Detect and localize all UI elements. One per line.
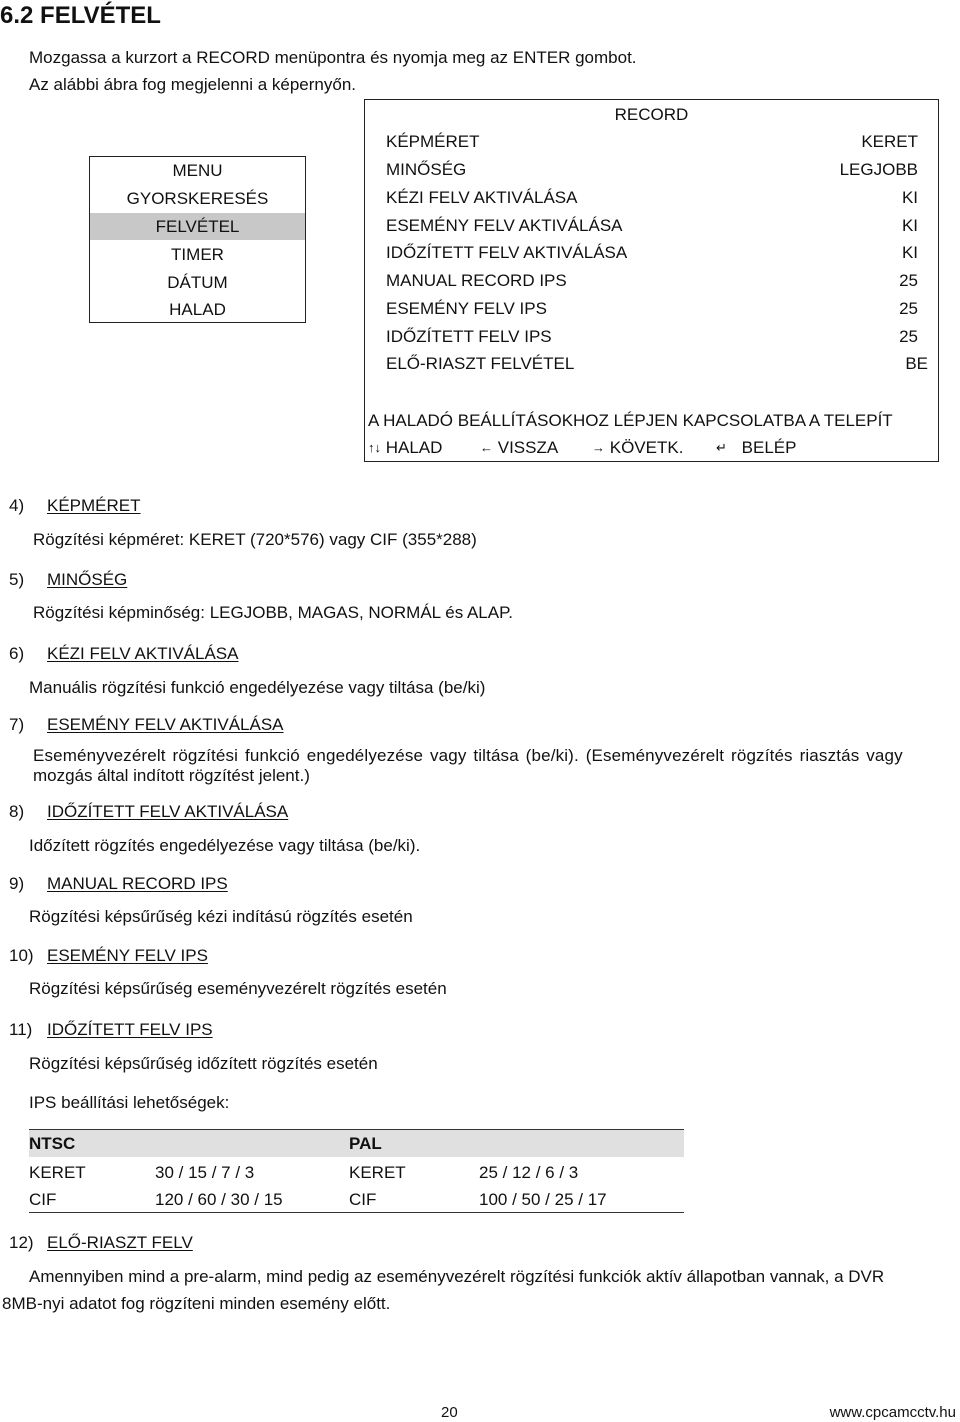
- record-row-value: KERET: [861, 132, 918, 151]
- menu-title: MENU: [172, 161, 223, 180]
- record-row-label: MANUAL RECORD IPS: [386, 271, 567, 290]
- nav-belep[interactable]: [716, 437, 796, 459]
- item-description: Időzített rögzítés engedélyezése vagy tiltása (be/ki).: [29, 836, 421, 855]
- ips-caption: IPS beállítási lehetőségek:: [29, 1093, 230, 1112]
- item-heading: MANUAL RECORD IPS: [47, 874, 228, 893]
- item-description-cont: 8MB-nyi adatot fog rögzíteni minden esemény előtt.: [2, 1294, 391, 1313]
- item-number: 5): [9, 570, 25, 589]
- item-description: Amennyiben mind a pre-alarm, mind pedig az eseményvezérelt rögzítési funkciók aktív állapotban vannak, a DVR: [29, 1267, 885, 1286]
- ips-cell: 30 / 15 / 7 / 3: [155, 1163, 255, 1182]
- record-row-idozitett-felv[interactable]: [386, 241, 918, 265]
- item-description: Rögzítési képsűrűség kézi indítású rögzítés esetén: [29, 907, 413, 926]
- item-heading: KÉZI FELV AKTIVÁLÁSA: [47, 644, 239, 663]
- item-description: Rögzítési képméret: KERET (720*576) vagy CIF (355*288): [33, 530, 477, 549]
- item-description: Rögzítési képsűrűség eseményvezérelt rögzítés esetén: [29, 979, 447, 998]
- record-note: A HALADÓ BEÁLLÍTÁSOKHOZ LÉPJEN KAPCSOLATBA A TELEPÍT: [368, 411, 893, 430]
- item-description: Eseményvezérelt rögzítési funkció engedélyezése vagy tiltása (be/ki). (Eseményvezérelt rögzítés riasztás vagy: [33, 746, 903, 765]
- record-row-kezi-felv[interactable]: [386, 186, 918, 210]
- item-number: 4): [9, 496, 25, 515]
- item-number: 10): [9, 946, 34, 965]
- nav-belep-label: BELÉP: [741, 438, 797, 457]
- menu-item-timer[interactable]: TIMER: [171, 245, 224, 264]
- menu-item-felvetel[interactable]: FELVÉTEL: [90, 213, 305, 240]
- nav-halad-label: HALAD: [385, 438, 443, 457]
- nav-kovetk[interactable]: [592, 437, 683, 459]
- menu-item-halad[interactable]: HALAD: [169, 300, 226, 319]
- item-description: Manuális rögzítési funkció engedélyezése vagy tiltása (be/ki): [29, 678, 486, 697]
- menu-panel: [89, 156, 306, 323]
- ips-header-pal: PAL: [349, 1134, 382, 1153]
- ips-cell: CIF: [29, 1190, 57, 1209]
- nav-vissza[interactable]: [480, 437, 558, 459]
- ips-table-bottom-rule: [29, 1212, 684, 1213]
- ips-cell: KERET: [29, 1163, 86, 1182]
- record-row-value: KI: [901, 216, 918, 235]
- ips-cell: CIF: [349, 1190, 377, 1209]
- record-row-kepmeret[interactable]: [386, 130, 918, 154]
- record-panel: [364, 99, 939, 462]
- record-row-value: 25: [899, 327, 918, 346]
- left-arrow-icon: ←: [480, 440, 493, 455]
- record-row-label: IDŐZÍTETT FELV IPS: [386, 327, 552, 346]
- record-row-value: BE: [905, 354, 928, 373]
- record-row-value: KI: [901, 243, 918, 262]
- item-number: 12): [9, 1233, 34, 1252]
- item-heading: ESEMÉNY FELV IPS: [47, 946, 208, 965]
- item-description-cont: mozgás által indított rögzítést jelent.): [33, 766, 310, 785]
- nav-halad[interactable]: [368, 437, 442, 459]
- item-number: 6): [9, 644, 25, 663]
- nav-vissza-label: VISSZA: [497, 438, 559, 457]
- menu-item-datum[interactable]: DÁTUM: [167, 273, 228, 292]
- item-number: 9): [9, 874, 25, 893]
- record-row-value: 25: [899, 299, 918, 318]
- record-row-manual-ips[interactable]: [386, 269, 918, 293]
- record-row-value: LEGJOBB: [839, 160, 918, 179]
- record-row-minoseg[interactable]: [386, 158, 918, 182]
- page-number: 20: [441, 1404, 458, 1421]
- intro-line-2: Az alábbi ábra fog megjelenni a képernyőn.: [29, 75, 356, 94]
- item-number: 7): [9, 715, 25, 734]
- enter-icon: ↵: [716, 440, 727, 455]
- record-row-value: 25: [899, 271, 918, 290]
- record-row-label: ESEMÉNY FELV IPS: [386, 299, 547, 318]
- ips-cell: 100 / 50 / 25 / 17: [479, 1190, 607, 1209]
- item-heading: ESEMÉNY FELV AKTIVÁLÁSA: [47, 715, 284, 734]
- record-row-label: MINŐSÉG: [386, 160, 467, 179]
- item-number: 8): [9, 802, 25, 821]
- right-arrow-icon: →: [592, 440, 605, 455]
- record-row-label: KÉZI FELV AKTIVÁLÁSA: [386, 188, 578, 207]
- record-row-value: KI: [901, 188, 918, 207]
- record-row-label: ESEMÉNY FELV AKTIVÁLÁSA: [386, 216, 623, 235]
- item-heading: MINŐSÉG: [47, 570, 128, 589]
- up-down-arrow-icon: ↑↓: [368, 440, 381, 455]
- item-description: Rögzítési képminőség: LEGJOBB, MAGAS, NORMÁL és ALAP.: [33, 603, 513, 622]
- record-row-idozitett-ips[interactable]: [386, 325, 918, 349]
- item-heading: IDŐZÍTETT FELV IPS: [47, 1020, 213, 1039]
- record-title: RECORD: [614, 105, 689, 124]
- item-heading: KÉPMÉRET: [47, 496, 141, 515]
- ips-cell: KERET: [349, 1163, 406, 1182]
- menu-item-gyorskereses[interactable]: GYORSKERESÉS: [126, 189, 269, 208]
- record-row-label: IDŐZÍTETT FELV AKTIVÁLÁSA: [386, 243, 628, 262]
- ips-cell: 25 / 12 / 6 / 3: [479, 1163, 579, 1182]
- record-row-label: ELŐ-RIASZT FELVÉTEL: [386, 354, 575, 373]
- ips-header-ntsc: NTSC: [29, 1134, 76, 1153]
- item-description: Rögzítési képsűrűség időzített rögzítés esetén: [29, 1054, 378, 1073]
- intro-line-1: Mozgassa a kurzort a RECORD menüpontra és nyomja meg az ENTER gombot.: [29, 48, 637, 67]
- item-heading: ELŐ-RIASZT FELV: [47, 1233, 193, 1252]
- record-row-esemeny-ips[interactable]: [386, 297, 918, 321]
- nav-kovetk-label: KÖVETK.: [609, 438, 684, 457]
- item-number: 11): [9, 1020, 33, 1039]
- item-heading: IDŐZÍTETT FELV AKTIVÁLÁSA: [47, 802, 289, 821]
- record-row-elo-riaszt[interactable]: [386, 352, 928, 376]
- section-title: 6.2 FELVÉTEL: [0, 2, 161, 29]
- record-row-label: KÉPMÉRET: [386, 132, 480, 151]
- ips-cell: 120 / 60 / 30 / 15: [155, 1190, 283, 1209]
- record-row-esemeny-felv[interactable]: [386, 214, 918, 238]
- footer-url[interactable]: www.cpcamcctv.hu: [829, 1404, 956, 1421]
